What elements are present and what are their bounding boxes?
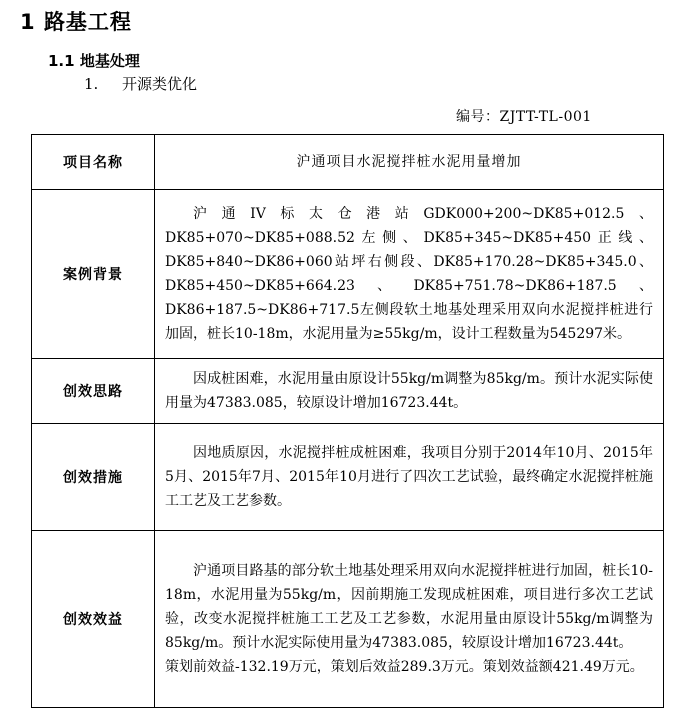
document-code: 编号：ZJTT-TL-001	[456, 109, 592, 125]
section-title: 路基工程	[43, 10, 132, 34]
background-text: 沪通IV标太仓港站GDK000+200~DK85+012.5、DK85+070~DK85+088.52左侧、DK85+345~DK85+450正线、DK85+840~DK86+060站坪右侧段、DK85+170.28~DK85+345.0、DK85+450~DK85+664.23、DK85+751.78~DK86+187.5、DK86+187.5~DK86+717.5左侧段软土地基处理采用双向水泥搅拌桩进行加固，桩长10-18m，水泥用量为≥55kg/m，设计工程数量为545297米。	[165, 206, 653, 342]
measures-label: 创效措施	[32, 424, 155, 531]
table-row-idea	[32, 359, 664, 424]
section-heading	[20, 6, 132, 36]
table-row-project	[32, 135, 664, 190]
idea-cell	[155, 359, 664, 424]
benefit-cell	[155, 531, 664, 708]
project-name-label: 项目名称	[32, 135, 155, 190]
case-table	[31, 134, 664, 708]
benefit-text: 沪通项目路基的部分软土地基处理采用双向水泥搅拌桩进行加固，桩长10-18m，水泥用量为55kg/m，因前期施工发现成桩困难，项目进行多次工艺试验，改变水泥搅拌桩施工工艺及工艺参数，水泥用量由原设计55kg/m调整为85kg/m。预计水泥实际使用量为47383.085，较原设计增加16723.44t。	[165, 563, 653, 651]
list-item	[84, 73, 197, 94]
measures-cell	[155, 424, 664, 531]
idea-text: 因成桩困难，水泥用量由原设计55kg/m调整为85kg/m。预计水泥实际使用量为47383.085，较原设计增加16723.44t。	[165, 371, 653, 411]
benefit-label: 创效效益	[32, 531, 155, 708]
background-label: 案例背景	[32, 190, 155, 359]
subsection-number: 1.1	[48, 52, 75, 70]
section-number: 1	[20, 10, 36, 34]
list-item-text: 开源类优化	[122, 75, 198, 93]
background-cell	[155, 190, 664, 359]
table-row-background	[32, 190, 664, 359]
idea-label: 创效思路	[32, 359, 155, 424]
subsection-heading	[48, 50, 140, 71]
subsection-title: 地基处理	[79, 52, 140, 70]
table-row-benefit	[32, 531, 664, 708]
list-item-number: 1.	[84, 75, 99, 93]
project-name-value: 沪通项目水泥搅拌桩水泥用量增加	[155, 135, 664, 190]
measures-text: 因地质原因，水泥搅拌桩成桩困难，我项目分别于2014年10月、2015年5月、2015年7月、2015年10月进行了四次工艺试验，最终确定水泥搅拌桩施工工艺及工艺参数。	[165, 445, 653, 509]
table-row-measures	[32, 424, 664, 531]
benefit-summary: 策划前效益-132.19万元，策划后效益289.3万元。策划效益额421.49万元。	[165, 659, 644, 675]
